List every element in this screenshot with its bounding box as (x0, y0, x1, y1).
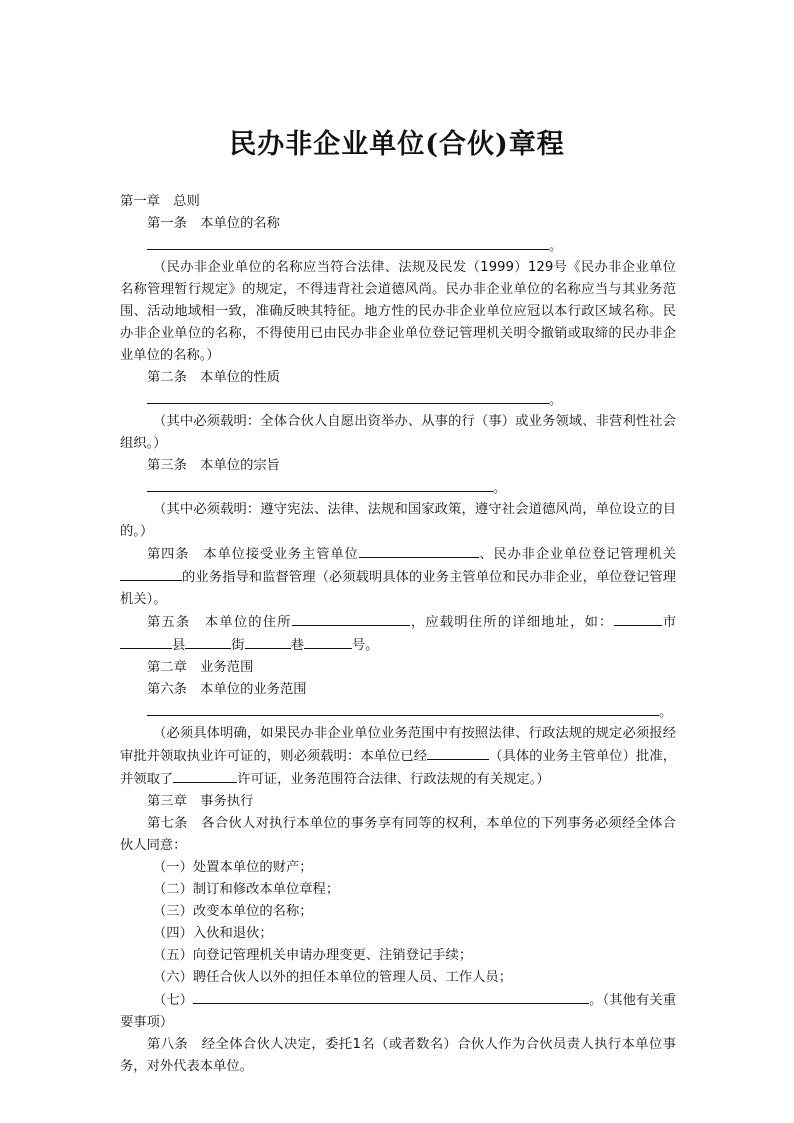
page-title: 民办非企业单位(合伙)章程 (229, 129, 565, 160)
article-5-number-blank[interactable] (304, 634, 352, 649)
article-7-item-2: （二）制订和修改本单位章程； (153, 882, 340, 897)
article-2-note: （其中必须载明：全体合伙人自愿出资举办、从事的行（事）或业务领域、非营利性社会组织。） (120, 414, 676, 451)
article-1-blank-line: 。 (120, 235, 676, 257)
article-2-blank-line: 。 (120, 389, 676, 411)
article-7-item-3: （三）改变本单位的名称； (153, 904, 313, 919)
article-6-heading: 第六条 本单位的业务范围 (147, 682, 307, 697)
article-6-blank-line: 。 (120, 701, 676, 723)
article-4-registrar-blank[interactable] (120, 566, 182, 581)
article-5-county-blank[interactable] (120, 634, 172, 649)
article-4-supervisor-blank[interactable] (359, 543, 479, 558)
article-7-heading: 第七条 各合伙人对执行本单位的事务享有同等的权利，本单位的下列事务必须经全体合伙人同意： (120, 816, 676, 853)
article-3-heading: 第三条 本单位的宗旨 (147, 458, 280, 473)
article-5-city-blank[interactable] (614, 611, 662, 626)
article-7-other-matters-blank[interactable] (193, 989, 589, 1004)
article-6-license-blank[interactable] (173, 768, 237, 783)
chapter-1-heading: 第一章 总则 (120, 194, 200, 209)
article-6-approver-blank[interactable] (427, 745, 489, 760)
article-1-heading: 第一条 本单位的名称 (147, 216, 280, 231)
article-5: 第五条 本单位的住所 ，应载明住所的详细地址，如： 市县 街 巷 号。 (120, 611, 676, 657)
article-2-heading: 第二条 本单位的性质 (147, 370, 280, 385)
article-5-street-blank[interactable] (185, 634, 231, 649)
article-3-purpose-blank[interactable] (147, 477, 493, 492)
article-2-nature-blank[interactable] (147, 389, 549, 404)
article-7-item-7: （七） 。（其他有关重要事项） (120, 989, 676, 1034)
article-5-lane-blank[interactable] (245, 634, 291, 649)
chapter-2-heading: 第二章 业务范围 (147, 660, 254, 675)
article-7-item-1: （一）处置本单位的财产； (153, 860, 313, 875)
article-7-item-4: （四）入伙和退伙； (153, 926, 273, 941)
article-4: 第四条 本单位接受业务主管单位 、民办非企业单位登记管理机关的业务指导和监督管理（必须载明具体的业务主管单位和民办非企业，单位登记管理机关）。 (120, 543, 676, 611)
chapter-3-heading: 第三章 事务执行 (147, 794, 254, 809)
article-1-note: （民办非企业单位的名称应当符合法律、法规及民发（1999）129号《民办非企业单位名称管理暂行规定》的规定，不得违背社会道德风尚。民办非企业单位的名称应当与其业务范围、活动地域相一致，准确反映其特征。地方性的民办非企业单位应冠以本行政区域名称。民办非企业单位的名称，不得使用已由民办非企业单位登记管理机关明令撤销或取缔的民办非企业单位的名称。） (120, 260, 676, 363)
article-3-blank-line: 。 (120, 477, 676, 499)
article-7-item-5: （五）向登记管理机关申请办理变更、注销登记手续； (153, 948, 473, 963)
article-7-item-6: （六）聘任合伙人以外的担任本单位的管理人员、工作人员； (153, 970, 513, 985)
document-body (120, 191, 676, 1078)
article-6-scope-blank[interactable] (147, 701, 659, 716)
article-1-name-blank[interactable] (147, 235, 549, 250)
article-3-note: （其中必须载明：遵守宪法、法律、法规和国家政策，遵守社会道德风尚，单位设立的目的。） (120, 502, 676, 539)
article-8: 第八条 经全体合伙人决定，委托1名（或者数名）合伙人作为合伙员责人执行本单位事务，对外代表本单位。 (120, 1037, 676, 1074)
article-5-address-blank[interactable] (292, 611, 410, 626)
article-6-note: （必须具体明确，如果民办非企业单位业务范围中有按照法律、行政法规的规定必须报经审批并领取执业许可证的，则必须载明：本单位已经 （具体的业务主管单位）批准，并领取了 许可证，业务范围符合法律、行政法规的有关规定。） (120, 726, 677, 787)
